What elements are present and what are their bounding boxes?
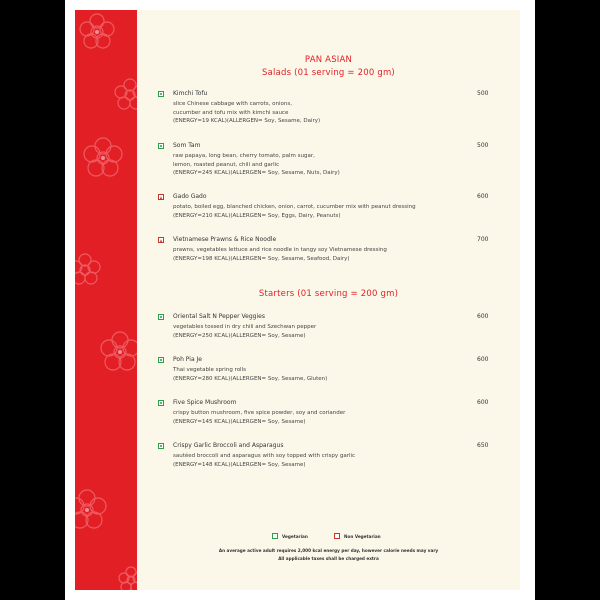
decorative-flower-band [75,10,137,590]
item-description [173,409,473,426]
veg-icon [158,357,164,363]
item-name: Gado Gado [173,193,207,200]
nutrition-line: (ENERGY=19 KCAL)(ALLERGEN= Soy, Sesame, Dairy) [173,118,321,124]
nonveg-icon [158,194,164,200]
nonveg-legend-label: Non Vegetarian [344,534,381,539]
description-line: lemon, roasted peanut, chili and garlic [173,161,280,168]
item-price: 700 [477,236,489,243]
item-description [173,246,473,263]
nonveg-legend-icon [334,533,340,539]
veg-legend-label: Vegetarian [282,534,308,539]
item-name: Crispy Garlic Broccoli and Asparagus [173,442,284,449]
item-name: Vietnamese Prawns & Rice Noodle [173,236,277,243]
description-line: potato, boiled egg, blanched chicken, onion, carrot, cucumber mix with peanut dressing [173,204,416,210]
item-price: 500 [477,90,489,97]
item-name: Oriental Salt N Pepper Veggies [173,313,265,320]
description-line: prawns, vegetables lettuce and rice noodle in tangy soy Vietnamese dressing [173,247,387,253]
nutrition-line: (ENERGY=210 KCAL)(ALLERGEN= Soy, Eggs, Dairy, Peanuts) [173,212,341,219]
item-description [173,323,473,340]
item-description [173,100,473,126]
left-black-margin [0,0,65,600]
item-description [173,366,473,383]
nutrition-line: (ENERGY=280 KCAL)(ALLERGEN= Soy, Sesame, Gluten) [173,375,328,382]
item-price: 500 [477,142,489,149]
nutrition-line: (ENERGY=148 KCAL)(ALLERGEN= Soy, Sesame) [173,461,306,468]
flower-pattern [75,10,137,590]
item-name: Poh Pia Je [173,356,202,363]
energy-note: An average active adult requires 2,000 kcal energy per day, however calorie needs may vary [218,548,439,553]
salads-heading: Salads (01 serving = 200 gm) [262,68,395,78]
item-name: Five Spice Mushroom [173,399,237,406]
veg-icon [158,314,164,320]
item-name: Som Tam [173,142,201,149]
starters-heading: Starters (01 serving = 200 gm) [258,289,399,299]
veg-legend-icon [272,533,278,539]
nutrition-line: (ENERGY=198 KCAL)(ALLERGEN= Soy, Sesame, Seafood, Dairy) [173,255,350,262]
nutrition-line: (ENERGY=250 KCAL)(ALLERGEN= Soy, Sesame) [173,332,306,339]
veg-icon [158,143,164,149]
menu-sheet [137,10,520,590]
nutrition-line: (ENERGY=145 KCAL)(ALLERGEN= Soy, Sesame) [173,418,306,425]
item-price: 600 [477,356,489,363]
item-price: 600 [477,193,489,200]
description-line: vegetables tossed in dry chili and Szechwan pepper [173,324,317,330]
description-line: sautéed broccoli and asparagus with soy topped with crispy garlic [173,453,356,459]
veg-icon [158,443,164,449]
item-price: 600 [477,399,489,406]
cuisine-title: PAN ASIAN [304,55,353,65]
item-name: Kimchi Tofu [173,90,208,97]
nonveg-icon [158,237,164,243]
item-price: 600 [477,313,489,320]
item-description [173,452,473,469]
description-line: slice Chinese cabbage with carrots, onions, [173,101,293,107]
right-black-margin [535,0,600,600]
nutrition-line: (ENERGY=245 KCAL)(ALLERGEN= Soy, Sesame, Nuts, Dairy) [173,170,340,176]
description-line: crispy button mushroom, five spice powder, soy and coriander [173,410,346,416]
tax-note: All applicable taxes shall be charged extra [278,556,379,561]
description-line: raw papaya, long bean, cherry tomato, palm sugar, [173,153,315,159]
item-price: 650 [477,442,489,449]
veg-icon [158,400,164,406]
veg-icon [158,91,164,97]
item-description [173,203,473,220]
item-description [173,152,473,178]
description-line: cucumber and tofu mix with kimchi sauce [173,109,289,116]
description-line: Thai vegetable spring rolls [173,367,246,373]
